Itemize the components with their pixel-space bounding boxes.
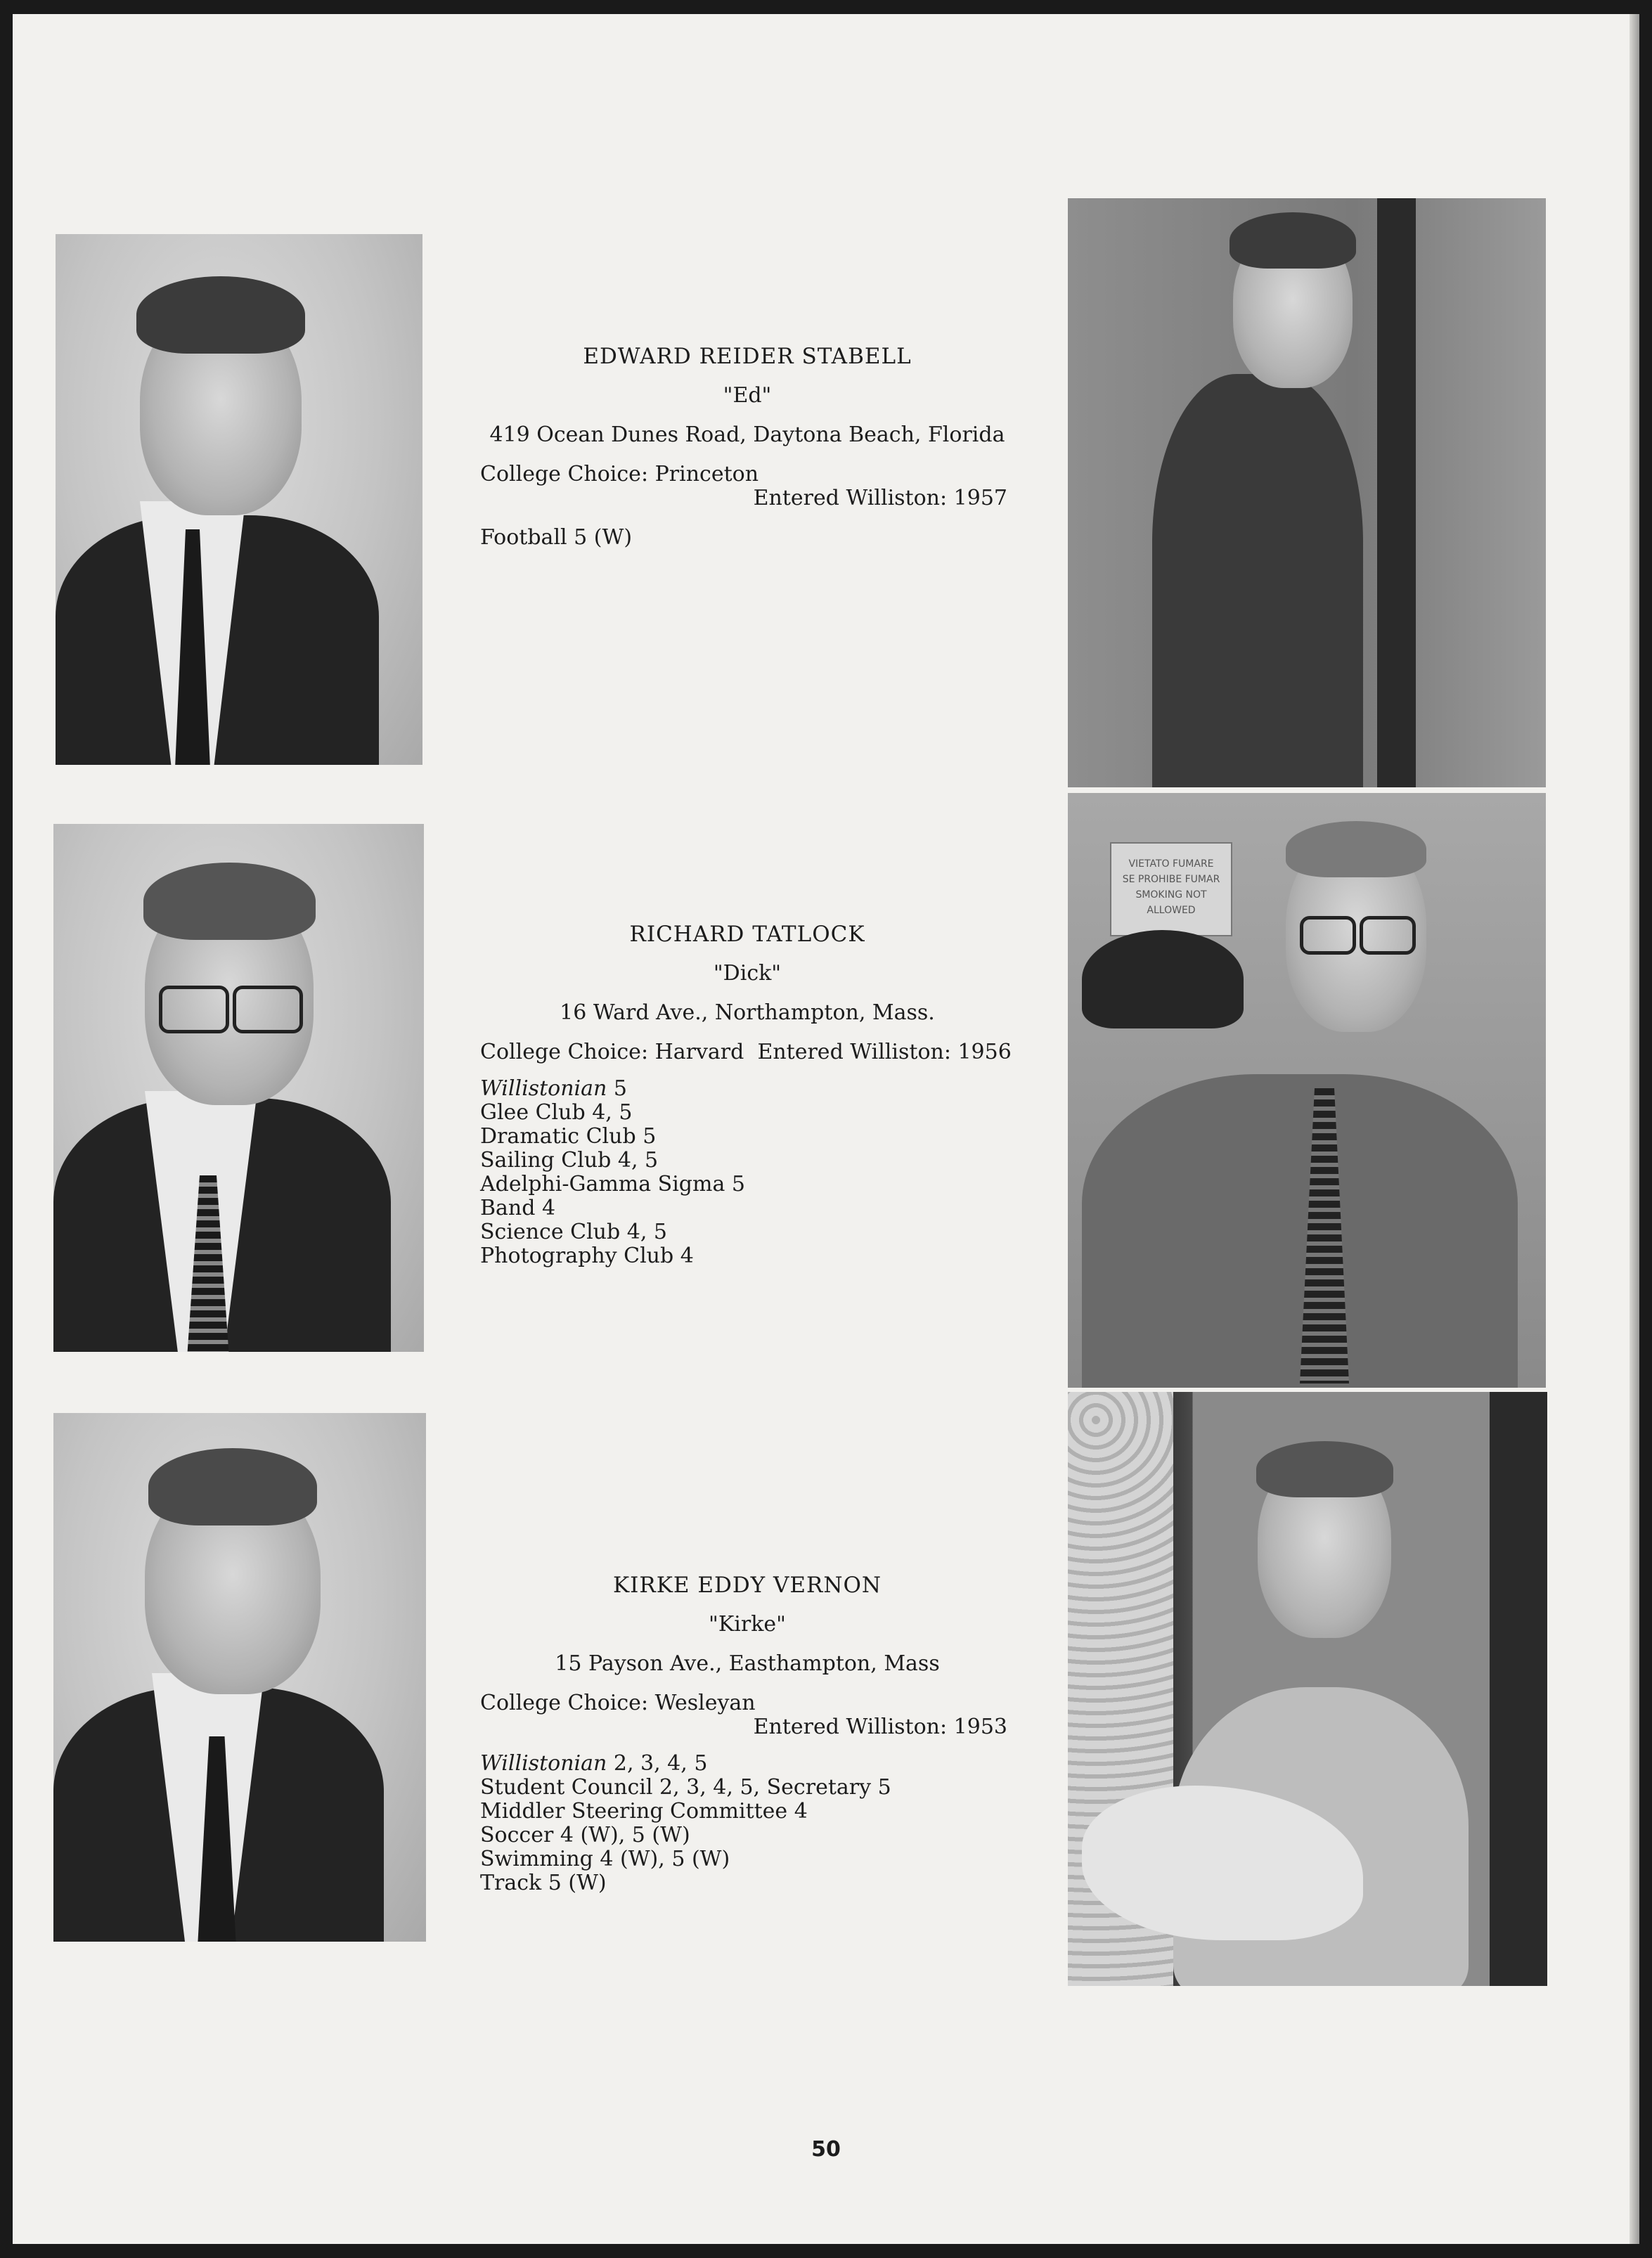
candid-photo-vernon xyxy=(1068,1392,1547,1986)
student-nickname: "Kirke" xyxy=(709,1612,786,1637)
activity-publication: Willistonian xyxy=(480,1751,607,1776)
college-choice: College Choice: Wesleyan xyxy=(480,1691,756,1715)
activity-item: Science Club 4, 5 xyxy=(480,1220,667,1244)
candid-photo-stabell xyxy=(1068,198,1546,787)
activity-item: Swimming 4 (W), 5 (W) xyxy=(480,1847,730,1871)
activities-list xyxy=(480,1752,1014,1895)
yearbook-page xyxy=(13,14,1639,2244)
activity-item xyxy=(480,1752,1014,1776)
student-name: EDWARD REIDER STABELL xyxy=(583,344,912,369)
activity-item: Band 4 xyxy=(480,1196,556,1220)
student-name: KIRKE EDDY VERNON xyxy=(612,1573,882,1598)
activity-item: Middler Steering Committee 4 xyxy=(480,1799,808,1824)
candid-photo-tatlock xyxy=(1068,793,1546,1388)
student-entry-stabell xyxy=(480,344,1014,550)
student-name: RICHARD TATLOCK xyxy=(629,922,865,947)
portrait-photo-tatlock xyxy=(53,824,424,1352)
student-entry-tatlock xyxy=(480,922,1014,1268)
college-choice: College Choice: Harvard xyxy=(480,1040,744,1064)
page-number: 50 xyxy=(811,2137,841,2162)
sign-line: SE PROHIBE FUMAR xyxy=(1122,874,1220,885)
activity-years: 2, 3, 4, 5 xyxy=(607,1751,708,1776)
activity-item: Track 5 (W) xyxy=(480,1871,607,1895)
activity-item: Student Council 2, 3, 4, 5, Secretary 5 xyxy=(480,1775,891,1800)
activities-list xyxy=(480,1077,1014,1268)
activity-item: Photography Club 4 xyxy=(480,1244,694,1268)
student-entry-vernon xyxy=(480,1573,1014,1895)
entered-year: Entered Williston: 1957 xyxy=(753,486,1007,510)
sign-line: SMOKING NOT ALLOWED xyxy=(1135,889,1207,916)
student-nickname: "Ed" xyxy=(723,383,772,408)
activity-item: Adelphi-Gamma Sigma 5 xyxy=(480,1172,745,1196)
entered-year: Entered Williston: 1956 xyxy=(757,1040,1012,1064)
student-address: 16 Ward Ave., Northampton, Mass. xyxy=(560,1000,935,1025)
student-address: 15 Payson Ave., Easthampton, Mass xyxy=(555,1651,940,1676)
activity-item: Sailing Club 4, 5 xyxy=(480,1148,659,1173)
activity-years: 5 xyxy=(607,1076,627,1101)
activity-item xyxy=(480,1077,1014,1101)
student-nickname: "Dick" xyxy=(713,961,782,986)
college-choice-line xyxy=(480,1040,1014,1064)
sign-line: VIETATO FUMARE xyxy=(1128,858,1214,870)
portrait-photo-stabell xyxy=(56,234,422,765)
college-choice: College Choice: Princeton xyxy=(480,462,759,486)
activity-item: Glee Club 4, 5 xyxy=(480,1100,633,1125)
student-address: 419 Ocean Dunes Road, Daytona Beach, Florida xyxy=(489,422,1005,447)
entered-year: Entered Williston: 1953 xyxy=(753,1715,1007,1739)
activities-list xyxy=(480,526,1014,550)
activity-item: Football 5 (W) xyxy=(480,525,633,550)
activity-publication: Willistonian xyxy=(480,1076,607,1101)
activity-item: Soccer 4 (W), 5 (W) xyxy=(480,1823,690,1847)
portrait-photo-vernon xyxy=(53,1413,426,1942)
page-binding-edge xyxy=(1630,14,1639,2244)
no-smoking-sign xyxy=(1110,842,1232,936)
activity-item: Dramatic Club 5 xyxy=(480,1124,657,1149)
